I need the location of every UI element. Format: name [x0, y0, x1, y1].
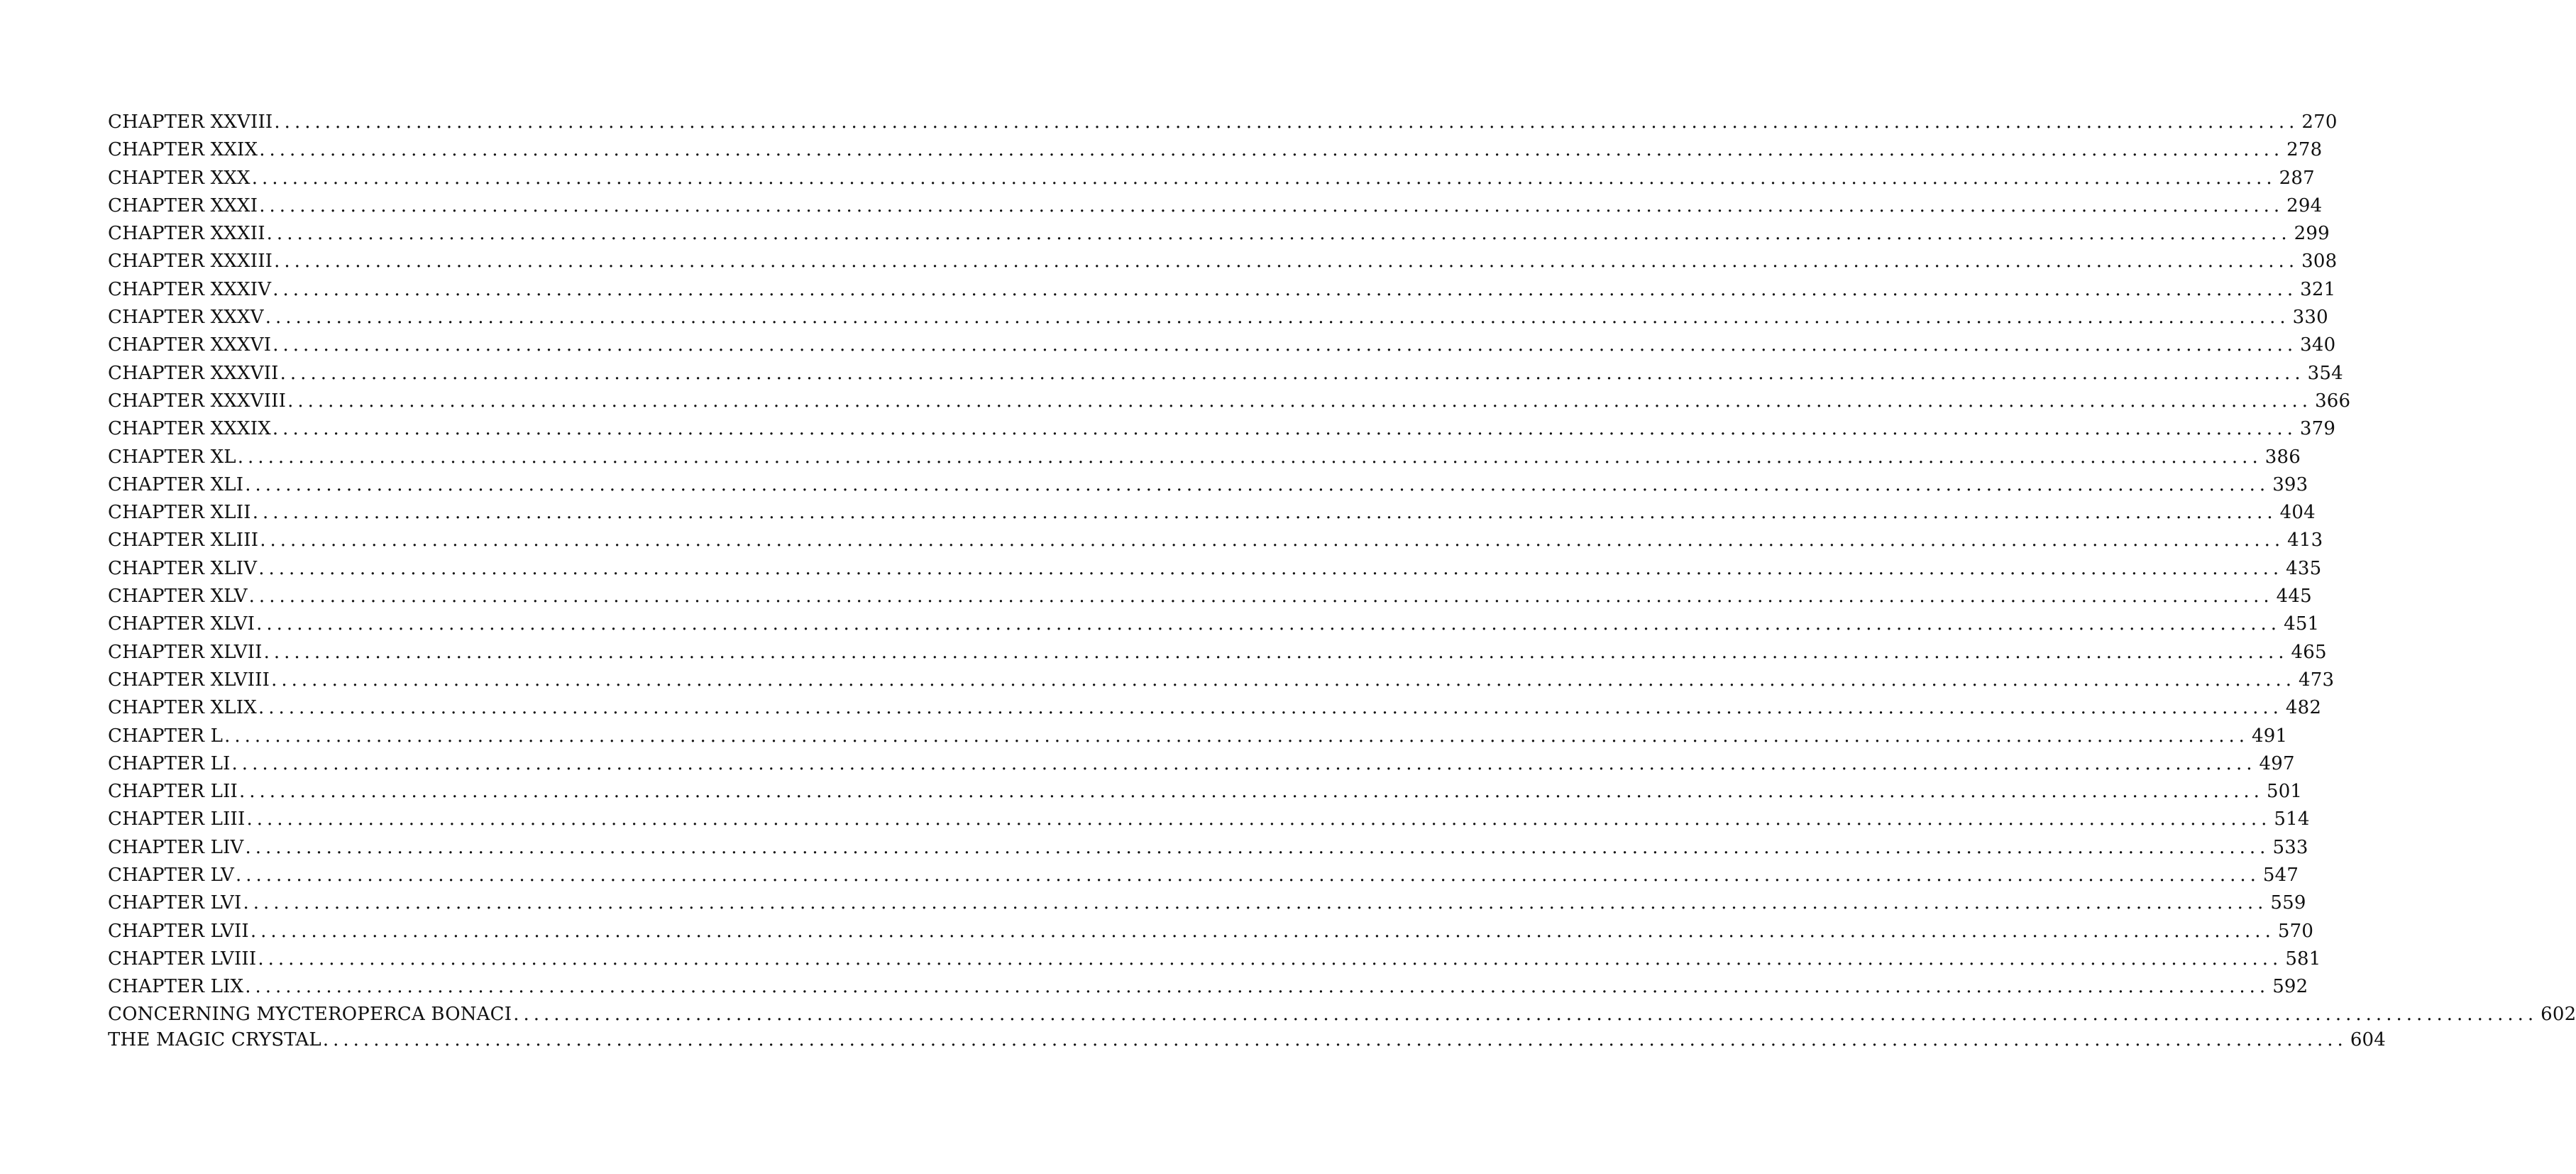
entry-title: CHAPTER XLII — [108, 502, 251, 524]
entry-title: CHAPTER XXIX — [108, 139, 258, 161]
entry-page-number: 379 — [2299, 418, 2336, 440]
entry-title: CHAPTER XXVIII — [108, 111, 273, 133]
entry-page-number: 294 — [2286, 194, 2323, 216]
dot-leader: ........................................................................................................................................................................................................ — [263, 641, 2289, 663]
dot-leader: ........................................................................................................................................................................................................ — [252, 502, 2277, 524]
entry-title: CHAPTER XXXII — [108, 223, 265, 245]
entry-title: CHAPTER LIX — [108, 976, 244, 998]
toc-entry — [108, 639, 2327, 666]
toc-entry — [108, 304, 2328, 331]
toc-entry — [108, 610, 2320, 638]
entry-page-number: 308 — [2301, 251, 2338, 273]
entry-title: CHAPTER XXXVI — [108, 334, 272, 356]
toc-entry — [108, 666, 2335, 694]
entry-title: CHAPTER LVI — [108, 892, 242, 914]
dot-leader: ........................................................................................................................................................................................................ — [258, 948, 2283, 970]
toc-entry — [108, 889, 2306, 917]
toc-entry — [108, 471, 2308, 499]
toc-entry — [108, 360, 2343, 388]
dot-leader: ........................................................................................................................................................................................................ — [239, 781, 2264, 803]
entry-page-number: 393 — [2272, 473, 2308, 495]
entry-title: CHAPTER XL — [108, 446, 236, 468]
entry-page-number: 491 — [2252, 725, 2288, 747]
dot-leader: ........................................................................................................................................................................................................ — [235, 865, 2260, 887]
dot-leader: ........................................................................................................................................................................................................ — [322, 1028, 2347, 1050]
toc-entry — [108, 862, 2299, 889]
entry-title: CHAPTER LVII — [108, 920, 249, 942]
entry-title: CHAPTER XLVII — [108, 641, 263, 663]
entry-page-number: 270 — [2301, 111, 2338, 133]
entry-title: CHAPTER XLVI — [108, 613, 255, 635]
toc-entry — [108, 806, 2310, 833]
entry-title: CHAPTER L — [108, 725, 224, 747]
dot-leader: ........................................................................................................................................................................................................ — [274, 251, 2299, 273]
entry-title: CHAPTER XXXV — [108, 307, 264, 329]
dot-leader: ........................................................................................................................................................................................................ — [273, 278, 2298, 300]
entry-title: CHAPTER XLIV — [108, 557, 258, 579]
toc-entry — [108, 444, 2301, 471]
dot-leader: ........................................................................................................................................................................................................ — [256, 613, 2281, 635]
entry-page-number: 366 — [2315, 390, 2351, 412]
dot-leader: ........................................................................................................................................................................................................ — [224, 725, 2250, 747]
dot-leader: ........................................................................................................................................................................................................ — [251, 167, 2277, 189]
dot-leader: ........................................................................................................................................................................................................ — [273, 334, 2298, 356]
toc-entry — [108, 694, 2322, 722]
toc-entry — [108, 331, 2336, 359]
toc-entry — [108, 1027, 2387, 1053]
dot-leader: ........................................................................................................................................................................................................ — [266, 223, 2291, 245]
entry-title: CHAPTER XLIX — [108, 697, 257, 719]
entry-title: CHAPTER XXXIX — [108, 418, 271, 440]
entry-page-number: 604 — [2350, 1028, 2387, 1050]
toc-entry — [108, 192, 2323, 220]
entry-page-number: 592 — [2272, 976, 2308, 998]
dot-leader: ........................................................................................................................................................................................................ — [245, 473, 2270, 495]
entry-page-number: 278 — [2286, 139, 2323, 161]
entry-page-number: 299 — [2294, 223, 2330, 245]
entry-page-number: 340 — [2300, 334, 2336, 356]
entry-page-number: 445 — [2276, 586, 2312, 608]
toc-entry — [108, 723, 2288, 750]
table-of-contents — [108, 109, 2576, 1053]
toc-entry — [108, 499, 2316, 527]
toc-entry — [108, 1002, 2576, 1027]
entry-title: CONCERNING MYCTEROPERCA BONACI — [108, 1003, 512, 1025]
toc-entry — [108, 527, 2323, 554]
entry-page-number: 602 — [2541, 1003, 2576, 1025]
dot-leader: ........................................................................................................................................................................................................ — [259, 139, 2284, 161]
toc-entry — [108, 583, 2312, 610]
toc-entry — [108, 136, 2323, 164]
entry-title: CHAPTER LIV — [108, 836, 244, 858]
entry-page-number: 533 — [2272, 836, 2308, 858]
entry-title: CHAPTER XLV — [108, 586, 248, 608]
entry-title: CHAPTER XLI — [108, 473, 244, 495]
dot-leader: ........................................................................................................................................................................................................ — [272, 418, 2297, 440]
entry-page-number: 570 — [2277, 920, 2314, 942]
entry-page-number: 330 — [2292, 307, 2328, 329]
entry-page-number: 386 — [2264, 446, 2301, 468]
dot-leader: ........................................................................................................................................................................................................ — [265, 307, 2290, 329]
entry-page-number: 413 — [2287, 530, 2323, 552]
entry-title: CHAPTER XXXI — [108, 194, 258, 216]
entry-page-number: 354 — [2307, 362, 2343, 384]
toc-entry — [108, 109, 2338, 136]
toc-entry — [108, 555, 2322, 583]
toc-entry — [108, 834, 2308, 862]
dot-leader: ........................................................................................................................................................................................................ — [250, 920, 2275, 942]
dot-leader: ........................................................................................................................................................................................................ — [245, 976, 2270, 998]
dot-leader: ........................................................................................................................................................................................................ — [271, 669, 2296, 691]
entry-page-number: 451 — [2284, 613, 2320, 635]
entry-title: THE MAGIC CRYSTAL — [108, 1028, 321, 1050]
dot-leader: ........................................................................................................................................................................................................ — [259, 194, 2284, 216]
entry-page-number: 559 — [2270, 892, 2306, 914]
entry-page-number: 287 — [2279, 167, 2315, 189]
dot-leader: ........................................................................................................................................................................................................ — [231, 752, 2257, 774]
entry-page-number: 581 — [2285, 948, 2321, 970]
dot-leader: ........................................................................................................................................................................................................ — [280, 362, 2305, 384]
entry-title: CHAPTER XXXIII — [108, 251, 273, 273]
dot-leader: ........................................................................................................................................................................................................ — [258, 697, 2283, 719]
entry-page-number: 482 — [2285, 697, 2322, 719]
dot-leader: ........................................................................................................................................................................................................ — [513, 1003, 2538, 1025]
toc-entry — [108, 778, 2303, 806]
dot-leader: ........................................................................................................................................................................................................ — [274, 111, 2299, 133]
entry-title: CHAPTER XLIII — [108, 530, 259, 552]
entry-title: CHAPTER LII — [108, 781, 238, 803]
entry-title: CHAPTER LI — [108, 752, 231, 774]
entry-title: CHAPTER XXXVIII — [108, 390, 287, 412]
entry-page-number: 497 — [2259, 752, 2295, 774]
dot-leader: ........................................................................................................................................................................................................ — [237, 446, 2262, 468]
entry-title: CHAPTER XXXVII — [108, 362, 279, 384]
entry-page-number: 514 — [2274, 808, 2310, 830]
dot-leader: ........................................................................................................................................................................................................ — [243, 892, 2268, 914]
toc-entry — [108, 165, 2315, 192]
toc-entry — [108, 220, 2330, 248]
entry-title: CHAPTER LIII — [108, 808, 246, 830]
dot-leader: ........................................................................................................................................................................................................ — [287, 390, 2313, 412]
dot-leader: ........................................................................................................................................................................................................ — [248, 586, 2274, 608]
entry-page-number: 321 — [2300, 278, 2336, 300]
entry-page-number: 435 — [2286, 557, 2322, 579]
entry-page-number: 404 — [2279, 502, 2316, 524]
entry-page-number: 473 — [2299, 669, 2335, 691]
entry-title: CHAPTER LV — [108, 865, 234, 887]
entry-title: CHAPTER XLVIII — [108, 669, 270, 691]
toc-entry — [108, 973, 2308, 1001]
entry-page-number: 547 — [2262, 865, 2299, 887]
toc-entry — [108, 918, 2314, 945]
dot-leader: ........................................................................................................................................................................................................ — [258, 557, 2284, 579]
entry-page-number: 501 — [2266, 781, 2303, 803]
entry-title: CHAPTER XXX — [108, 167, 251, 189]
toc-entry — [108, 415, 2336, 443]
entry-page-number: 465 — [2291, 641, 2327, 663]
toc-entry — [108, 750, 2295, 778]
dot-leader: ........................................................................................................................................................................................................ — [246, 808, 2272, 830]
entry-title: CHAPTER XXXIV — [108, 278, 272, 300]
dot-leader: ........................................................................................................................................................................................................ — [260, 530, 2285, 552]
entry-title: CHAPTER LVIII — [108, 948, 257, 970]
toc-entry — [108, 388, 2351, 415]
toc-entry — [108, 945, 2321, 973]
toc-entry — [108, 276, 2336, 304]
dot-leader: ........................................................................................................................................................................................................ — [245, 836, 2270, 858]
toc-entry — [108, 248, 2338, 275]
